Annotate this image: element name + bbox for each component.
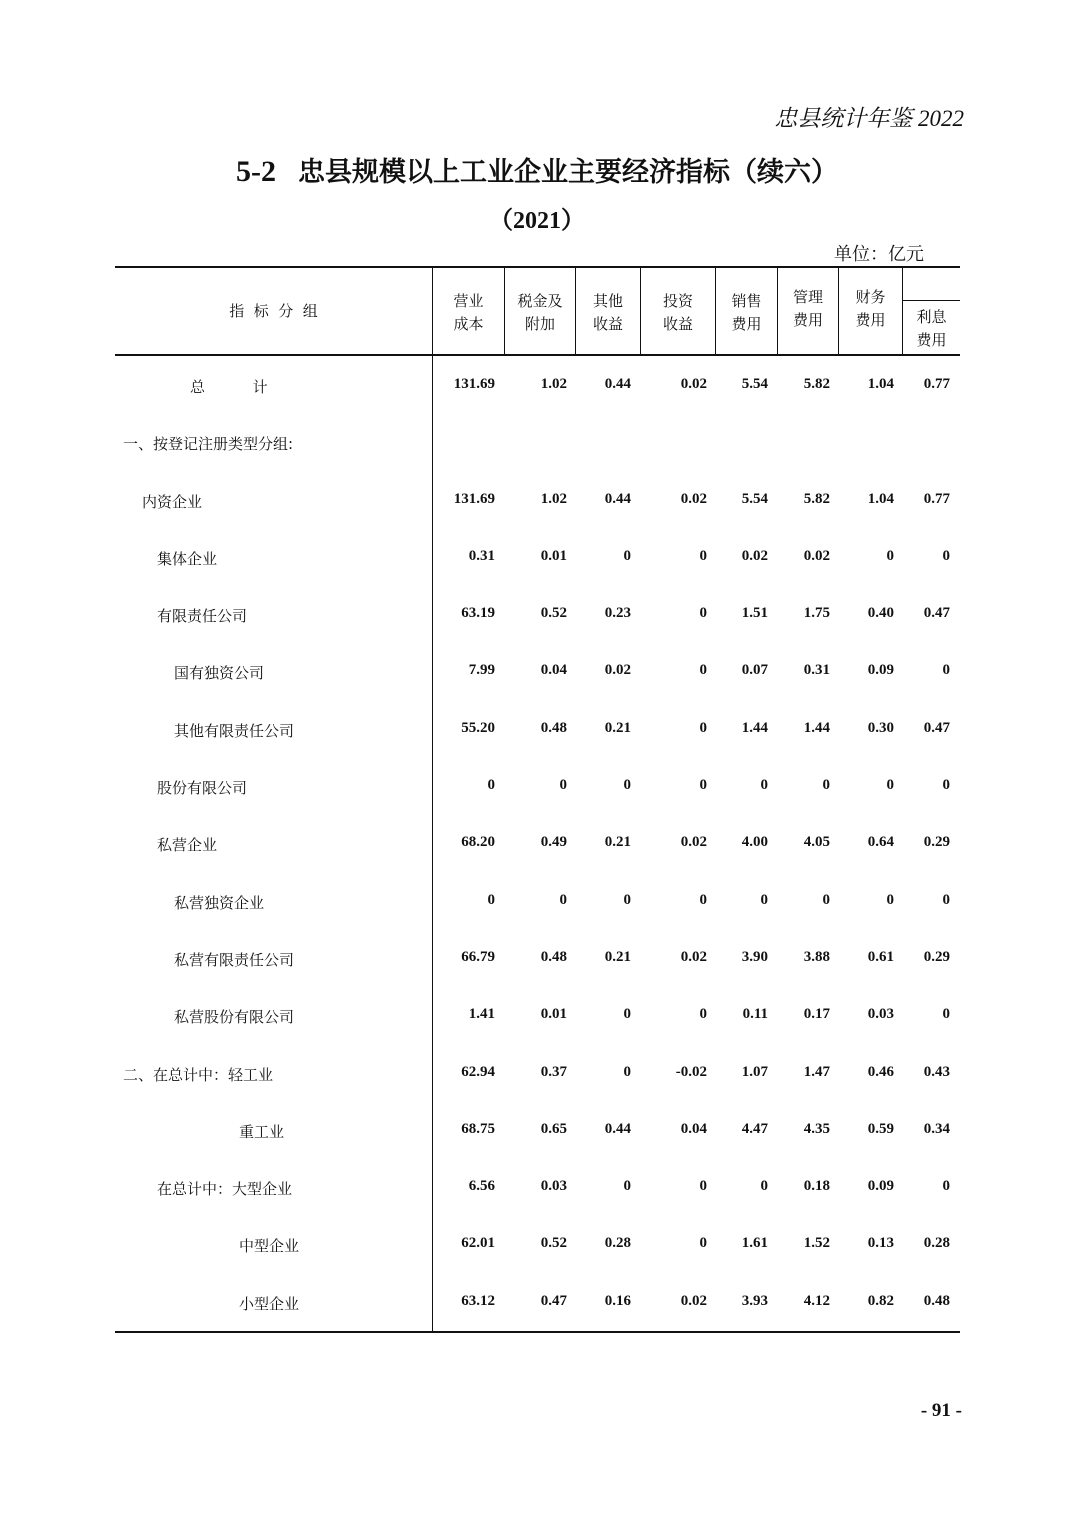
table-cell: 0.29 <box>923 834 950 850</box>
table-cell: 0 <box>886 892 894 908</box>
column-header <box>716 290 777 336</box>
table-cell: 0.02 <box>680 376 707 392</box>
table-number: 5-2 <box>236 155 276 188</box>
column-header-line: 财务 <box>855 288 886 306</box>
table-cell: 0.61 <box>867 949 894 965</box>
table-cell: 0.17 <box>803 1006 830 1022</box>
table-cell: 0 <box>559 777 567 793</box>
row-label: 私营有限责任公司 <box>174 951 295 969</box>
table-cell: 0 <box>942 548 950 564</box>
row-label: 中型企业 <box>239 1237 300 1255</box>
column-header-line: 销售 <box>731 292 762 310</box>
row-label: 国有独资公司 <box>174 664 265 682</box>
table-cell: 5.54 <box>741 376 768 392</box>
table-cell: 131.69 <box>453 376 495 392</box>
table-cell: 0.13 <box>867 1235 894 1251</box>
table-cell: 1.61 <box>741 1235 768 1251</box>
table-cell: 66.79 <box>461 949 495 965</box>
table-cell: 1.52 <box>803 1235 830 1251</box>
table-cell: 0.31 <box>803 662 830 678</box>
table-cell: 0 <box>699 892 707 908</box>
table-cell: 0 <box>623 1064 631 1080</box>
table-cell: 0 <box>942 1178 950 1194</box>
table-cell: 0.64 <box>867 834 894 850</box>
table-cell: 0 <box>886 777 894 793</box>
table-cell: 0.04 <box>680 1121 707 1137</box>
row-label: 总 计 <box>190 378 268 396</box>
table-cell: 0.65 <box>540 1121 567 1137</box>
running-header: 忠县统计年鉴 2022 <box>774 106 964 131</box>
table-cell: 0 <box>822 777 830 793</box>
unit-label: 单位：亿元 <box>834 244 924 265</box>
table-cell: 0.44 <box>604 491 631 507</box>
table-cell: 0 <box>699 662 707 678</box>
page-number: - 91 - <box>920 1400 962 1421</box>
table-cell: 1.04 <box>867 376 894 392</box>
column-header-line: 收益 <box>662 315 693 333</box>
table-cell: 0.37 <box>540 1064 567 1080</box>
column-header-line: 其他 <box>592 292 623 310</box>
row-label: 内资企业 <box>142 493 203 511</box>
table-cell: 0.77 <box>923 491 950 507</box>
column-header <box>903 306 960 352</box>
table-cell: 1.02 <box>540 376 567 392</box>
table-cell: 0 <box>699 1178 707 1194</box>
table-cell: 4.05 <box>803 834 830 850</box>
table-cell: 0.48 <box>923 1293 950 1309</box>
table-cell: 0 <box>760 1178 768 1194</box>
table-cell: -0.02 <box>675 1064 707 1080</box>
table-cell: 0.16 <box>604 1293 631 1309</box>
column-header-line: 附加 <box>524 315 555 333</box>
table-cell: 0.43 <box>923 1064 950 1080</box>
table-cell: 0 <box>623 1006 631 1022</box>
table-cell: 0.02 <box>803 548 830 564</box>
row-label: 二、在总计中：轻工业 <box>123 1066 274 1084</box>
table-cell: 3.88 <box>803 949 830 965</box>
table-cell: 1.41 <box>468 1006 495 1022</box>
table-cell: 0 <box>623 1178 631 1194</box>
table-cell: 4.35 <box>803 1121 830 1137</box>
table-cell: 63.19 <box>461 605 495 621</box>
header-subbox-rule <box>903 300 960 301</box>
table-cell: 0 <box>886 548 894 564</box>
table-cell: 68.20 <box>461 834 495 850</box>
table-cell: 62.94 <box>461 1064 495 1080</box>
table-cell: 0.02 <box>680 834 707 850</box>
table-cell: 5.54 <box>741 491 768 507</box>
table-cell: 0.48 <box>540 949 567 965</box>
row-label: 集体企业 <box>157 550 218 568</box>
table-cell: 0 <box>699 777 707 793</box>
table-cell: 6.56 <box>468 1178 495 1194</box>
table-cell: 0.28 <box>604 1235 631 1251</box>
row-label: 小型企业 <box>239 1295 300 1313</box>
table-cell: 0.29 <box>923 949 950 965</box>
table-cell: 0.23 <box>604 605 631 621</box>
table-cell: 0.47 <box>540 1293 567 1309</box>
table-cell: 1.75 <box>803 605 830 621</box>
table-cell: 0.03 <box>540 1178 567 1194</box>
table-cell: 0.40 <box>867 605 894 621</box>
column-header <box>839 286 902 332</box>
table-cell: 0.01 <box>540 548 567 564</box>
column-header <box>505 290 575 336</box>
table-cell: 0.44 <box>604 376 631 392</box>
table-cell: 0.04 <box>540 662 567 678</box>
table-cell: 1.02 <box>540 491 567 507</box>
table-cell: 0.34 <box>923 1121 950 1137</box>
table-cell: 0.21 <box>604 720 631 736</box>
table-cell: 0.49 <box>540 834 567 850</box>
column-header-line: 投资 <box>662 292 693 310</box>
table-cell: 0 <box>487 892 495 908</box>
table-cell: 0.21 <box>604 834 631 850</box>
column-header <box>778 286 838 332</box>
table-cell: 0.46 <box>867 1064 894 1080</box>
column-header <box>641 290 715 336</box>
table-cell: 0 <box>699 605 707 621</box>
table-cell: 7.99 <box>468 662 495 678</box>
table-cell: 1.07 <box>741 1064 768 1080</box>
table-cell: 4.47 <box>741 1121 768 1137</box>
table-cell: 0 <box>487 777 495 793</box>
table-cell: 0.02 <box>741 548 768 564</box>
row-label: 其他有限责任公司 <box>174 722 295 740</box>
table-cell: 0.82 <box>867 1293 894 1309</box>
table-cell: 0.31 <box>468 548 495 564</box>
column-header-line: 税金及 <box>517 292 563 310</box>
table-cell: 63.12 <box>461 1293 495 1309</box>
table-cell: 1.51 <box>741 605 768 621</box>
row-label: 私营股份有限公司 <box>174 1008 295 1026</box>
table-cell: 0 <box>699 548 707 564</box>
page-title <box>0 150 1074 189</box>
row-label: 一、按登记注册类型分组: <box>123 435 294 453</box>
row-label: 股份有限公司 <box>157 779 248 797</box>
column-header-line: 费用 <box>731 315 762 333</box>
column-header-line: 费用 <box>792 311 823 329</box>
table-cell: 0.59 <box>867 1121 894 1137</box>
row-label: 重工业 <box>239 1123 285 1141</box>
row-label: 私营独资企业 <box>174 894 265 912</box>
row-label: 私营企业 <box>157 836 218 854</box>
table-cell: 1.04 <box>867 491 894 507</box>
column-header <box>576 290 640 336</box>
table-cell: 0.21 <box>604 949 631 965</box>
table-cell: 55.20 <box>461 720 495 736</box>
table-cell: 0 <box>699 1235 707 1251</box>
table-cell: 0.52 <box>540 1235 567 1251</box>
table-cell: 131.69 <box>453 491 495 507</box>
table-cell: 0 <box>623 892 631 908</box>
table-cell: 0 <box>559 892 567 908</box>
table-cell: 0 <box>942 892 950 908</box>
table-cell: 0.01 <box>540 1006 567 1022</box>
row-label: 在总计中：大型企业 <box>157 1180 293 1198</box>
table-cell: 0.52 <box>540 605 567 621</box>
table-cell: 0.02 <box>680 1293 707 1309</box>
table-cell: 4.00 <box>741 834 768 850</box>
table-cell: 0.07 <box>741 662 768 678</box>
table-cell: 0.18 <box>803 1178 830 1194</box>
table-cell: 0.03 <box>867 1006 894 1022</box>
table-year: （2021） <box>489 208 585 234</box>
column-header-line: 成本 <box>453 315 484 333</box>
table-cell: 0.11 <box>742 1006 768 1022</box>
table-cell: 0.44 <box>604 1121 631 1137</box>
column-header-line: 费用 <box>916 331 947 349</box>
table-cell: 0.30 <box>867 720 894 736</box>
top-rule <box>115 266 960 268</box>
table-cell: 0 <box>822 892 830 908</box>
table-cell: 0.09 <box>867 1178 894 1194</box>
table-cell: 3.90 <box>741 949 768 965</box>
table-cell: 0.02 <box>604 662 631 678</box>
column-header-line: 收益 <box>592 315 623 333</box>
column-header-line: 管理 <box>792 288 823 306</box>
table-cell: 0.47 <box>923 720 950 736</box>
table-cell: 0.28 <box>923 1235 950 1251</box>
table-cell: 0 <box>942 1006 950 1022</box>
table-cell: 1.44 <box>741 720 768 736</box>
stub-header: 指 标 分 组 <box>229 302 318 320</box>
table-cell: 0 <box>760 777 768 793</box>
table-cell: 0 <box>699 1006 707 1022</box>
table-cell: 0.47 <box>923 605 950 621</box>
table-cell: 4.12 <box>803 1293 830 1309</box>
row-label: 有限责任公司 <box>157 607 248 625</box>
column-header-line: 利息 <box>916 308 947 326</box>
table-cell: 1.44 <box>803 720 830 736</box>
table-cell: 0 <box>760 892 768 908</box>
stub-divider <box>432 268 433 1332</box>
column-header-line: 费用 <box>855 311 886 329</box>
table-cell: 0.09 <box>867 662 894 678</box>
table-cell: 0 <box>942 662 950 678</box>
table-cell: 5.82 <box>803 491 830 507</box>
bottom-rule <box>115 1331 960 1333</box>
table-cell: 0.02 <box>680 949 707 965</box>
table-cell: 5.82 <box>803 376 830 392</box>
table-cell: 0 <box>942 777 950 793</box>
column-header-line: 营业 <box>453 292 484 310</box>
table-cell: 0.48 <box>540 720 567 736</box>
table-cell: 1.47 <box>803 1064 830 1080</box>
table-cell: 0.77 <box>923 376 950 392</box>
table-cell: 0 <box>623 777 631 793</box>
table-cell: 68.75 <box>461 1121 495 1137</box>
column-header <box>433 290 504 336</box>
table-cell: 3.93 <box>741 1293 768 1309</box>
table-cell: 0 <box>699 720 707 736</box>
table-cell: 62.01 <box>461 1235 495 1251</box>
table-cell: 0.02 <box>680 491 707 507</box>
table-title: 忠县规模以上工业企业主要经济指标（续六） <box>298 157 838 188</box>
table-cell: 0 <box>623 548 631 564</box>
header-rule <box>115 354 960 356</box>
